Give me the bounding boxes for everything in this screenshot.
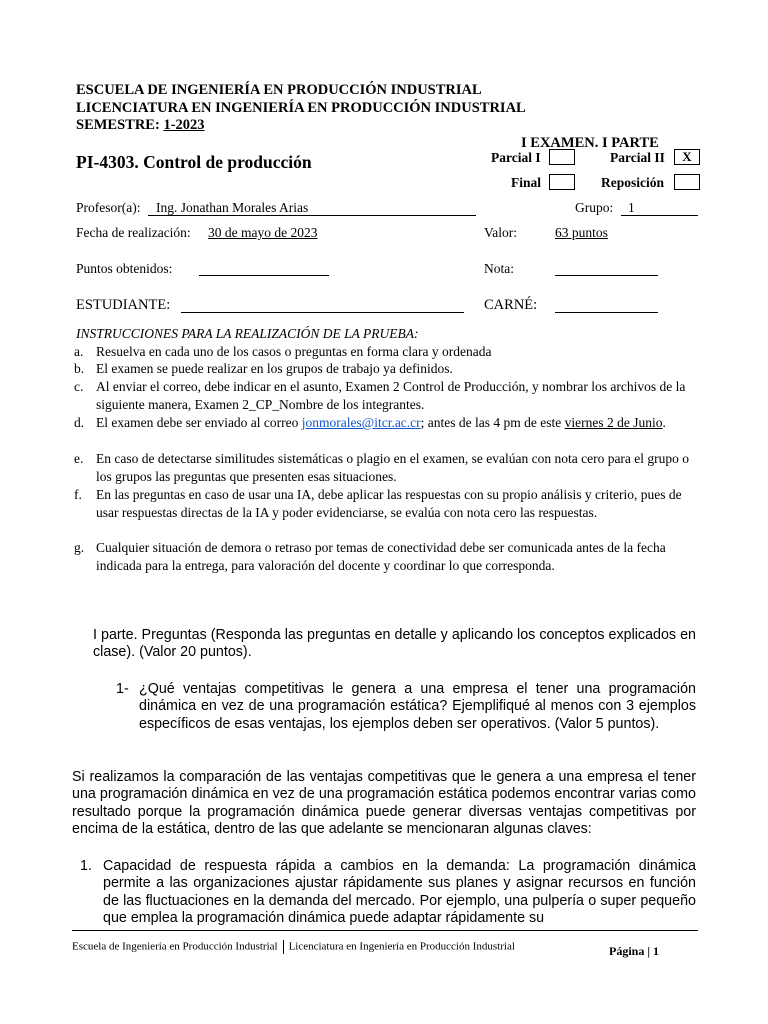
email-link[interactable]: jonmorales@itcr.ac.cr xyxy=(301,415,421,430)
carne-label: CARNÉ: xyxy=(484,297,538,313)
school-name: ESCUELA DE INGENIERÍA EN PRODUCCIÓN INDUSTRIAL xyxy=(76,82,482,98)
instruction-item: f. En las preguntas en caso de usar una IA, debe aplicar las respuestas con su propio análisis y criterio, pues de usar respuestas directas de la IA y poder evidenciarse, se evalúa con nota cero las respuestas. xyxy=(74,487,682,520)
course-title: PI-4303. Control de producción xyxy=(76,152,312,172)
valor-value: 63 puntos xyxy=(555,225,608,240)
parcial1-checkbox[interactable] xyxy=(549,149,575,165)
footer-left: Escuela de Ingeniería en Producción Industrial Licenciatura en Ingeniería en Producción Industrial xyxy=(72,940,515,953)
reposicion-checkbox[interactable] xyxy=(674,174,700,190)
fecha-label: Fecha de realización: xyxy=(76,225,191,240)
estudiante-label: ESTUDIANTE: xyxy=(76,297,171,313)
parcial2-label: Parcial II xyxy=(610,150,665,165)
answer-intro: Si realizamos la comparación de las ventajas competitivas que le genera a una empresa el tener una programación dinámica en vez de una programación estática podemos encontrar varias como resultado porque la programación dinámica puede generar diversas ventajas competitivas por encima de la estática, dentro de las que adelante se mencionaran algunas claves: xyxy=(72,769,696,837)
profesor-value: Ing. Jonathan Morales Arias xyxy=(156,200,309,215)
degree-name: LICENCIATURA EN INGENIERÍA EN PRODUCCIÓN INDUSTRIAL xyxy=(76,100,526,116)
instruction-item: e. En caso de detectarse similitudes sistemáticas o plagio en el examen, se evalúan con nota cero para el grupo o los grupos las preguntas que presenten esas situaciones. xyxy=(74,451,690,484)
instruction-item: g. Cualquier situación de demora o retraso por temas de conectividad debe ser comunicada antes de la fecha indicada para la entrega, para valoración del docente y coordinar lo que corresponda. xyxy=(74,540,666,573)
parcial1-label: Parcial I xyxy=(491,150,541,165)
final-label: Final xyxy=(511,175,542,190)
grupo-value: 1 xyxy=(628,200,635,215)
puntos-label: Puntos obtenidos: xyxy=(76,261,173,276)
exam-title: I EXAMEN. I PARTE xyxy=(521,135,659,151)
due-date: viernes 2 de Junio xyxy=(564,415,663,430)
grupo-label: Grupo: xyxy=(575,200,614,215)
final-checkbox[interactable] xyxy=(549,174,575,190)
instructions-title: INSTRUCCIONES PARA LA REALIZACIÓN DE LA PRUEBA: xyxy=(76,326,419,341)
instruction-item: a. Resuelva en cada uno de los casos o preguntas en forma clara y ordenada xyxy=(74,344,492,359)
semester-value: 1-2023 xyxy=(163,117,205,133)
fecha-value: 30 de mayo de 2023 xyxy=(208,225,318,240)
profesor-label: Profesor(a): xyxy=(76,200,141,215)
semester xyxy=(76,117,205,134)
question-number: 1- xyxy=(116,681,129,697)
instruction-item: c. Al enviar el correo, debe indicar en el asunto, Examen 2 Control de Producción, y nombrar los archivos de la siguiente manera, Examen 2_CP_Nombre de los integrantes. xyxy=(74,379,686,412)
list-number: 1. xyxy=(80,858,92,874)
part-intro: I parte. Preguntas (Responda las preguntas en detalle y aplicando los conceptos explicados en clase). (Valor 20 puntos). xyxy=(93,627,696,661)
reposicion-label: Reposición xyxy=(601,175,665,190)
semester-label: SEMESTRE: xyxy=(76,117,164,133)
parcial2-checkbox[interactable]: X xyxy=(674,149,700,165)
instruction-item: b. El examen se puede realizar en los grupos de trabajo ya definidos. xyxy=(74,361,453,376)
nota-label: Nota: xyxy=(484,261,514,276)
valor-label: Valor: xyxy=(484,225,517,240)
question-1: ¿Qué ventajas competitivas le genera a una empresa el tener una programación dinámica en vez de una programación estática? Ejemplifiqué al menos con 3 ejemplos específicos de esas ventajas, los ejemplos deben ser operativos. (Valor 5 puntos). xyxy=(139,681,696,732)
list-item-1: Capacidad de respuesta rápida a cambios en la demanda: La programación dinámica permite a las organizaciones ajustar rápidamente sus planes y asignar recursos en función de las fluctuaciones en la demanda del mercado. Por ejemplo, una pulpería o super pequeño que emplea la programación dinámica puede adaptar rápidamente su xyxy=(103,858,696,926)
instruction-item: d. El examen debe ser enviado al correo jonmorales@itcr.ac.cr; antes de las 4 pm de este viernes 2 de Junio. xyxy=(74,415,666,430)
page-number: Página | 1 xyxy=(609,944,659,958)
